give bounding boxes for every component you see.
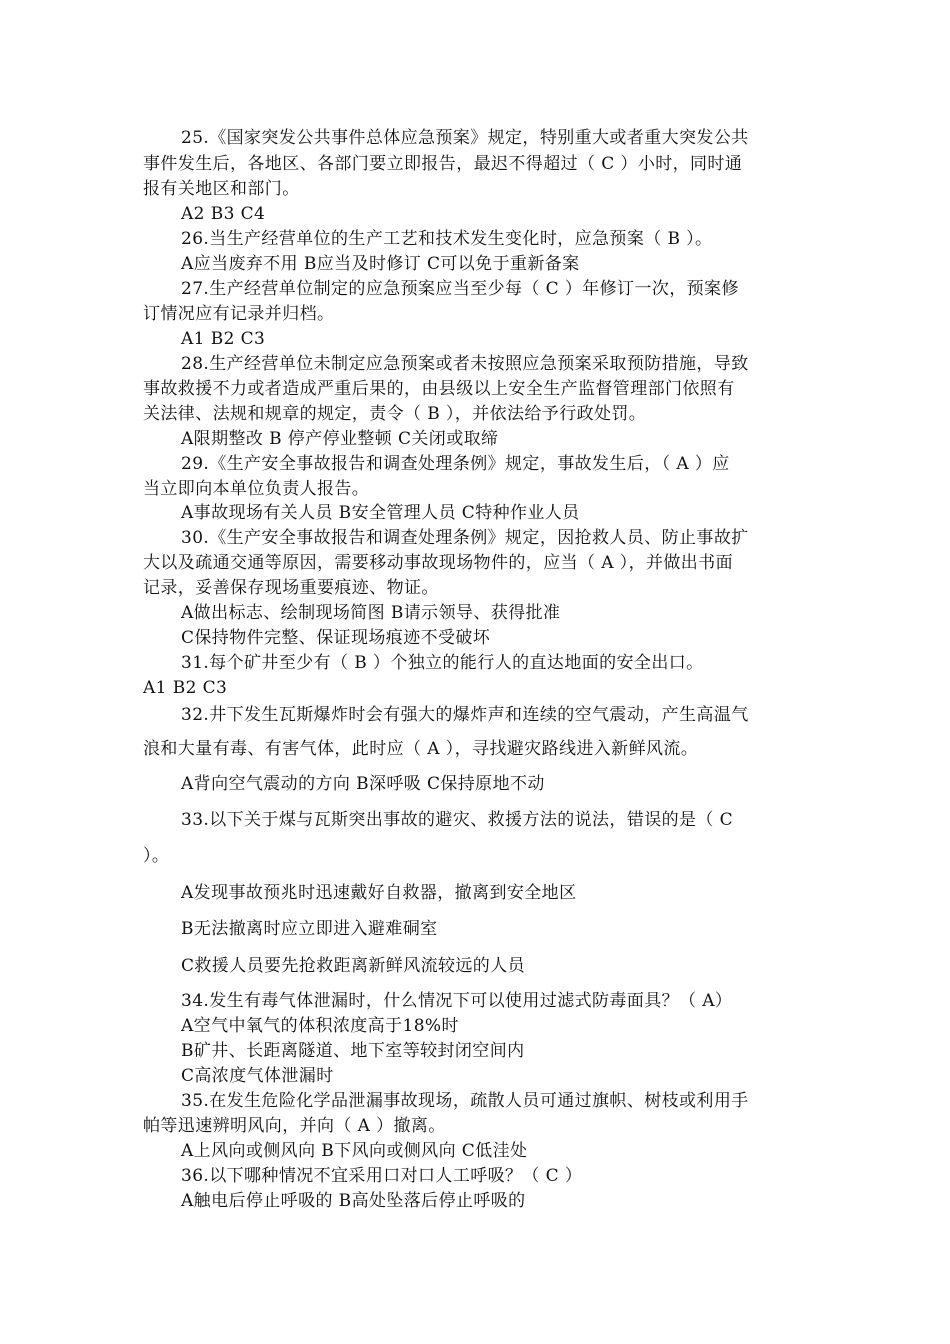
question-25-line-1: 25.《国家突发公共事件总体应急预案》规定，特别重大或者重大突发公共 — [181, 128, 749, 148]
question-29-line-2: 当立即向本单位负责人报告。 — [143, 479, 370, 499]
question-28-line-2: 事故救援不力或者造成严重后果的，由县级以上安全生产监督管理部门依照有 — [143, 379, 735, 399]
question-31-options: A1 B2 C3 — [143, 678, 228, 698]
question-29-line-1: 29.《生产安全事故报告和调查处理条例》规定，事故发生后，（ A ）应 — [181, 454, 730, 474]
question-30-options-1: A做出标志、绘制现场简图 B请示领导、获得批准 — [181, 603, 561, 623]
question-30-line-3: 记录，妥善保存现场重要痕迹、物证。 — [143, 578, 439, 598]
question-28-line-1: 28.生产经营单位未制定应急预案或者未按照应急预案采取预防措施，导致 — [181, 354, 749, 374]
question-27-options: A1 B2 C3 — [181, 329, 266, 349]
question-35-options: A上风向或侧风向 B下风向或侧风向 C低洼处 — [181, 1141, 528, 1161]
question-30-options-2: C保持物件完整、保证现场痕迹不受破坏 — [181, 628, 491, 648]
question-34-option-a: A空气中氧气的体积浓度高于18%时 — [181, 1016, 459, 1036]
question-32-options: A背向空气震动的方向 B深呼吸 C保持原地不动 — [181, 774, 545, 794]
question-26-line-1: 26.当生产经营单位的生产工艺和技术发生变化时，应急预案（ B ）。 — [181, 229, 713, 249]
question-30-line-1: 30.《生产安全事故报告和调查处理条例》规定，因抢救人员、防止事故扩 — [181, 528, 749, 548]
question-34-line-1: 34.发生有毒气体泄漏时，什么情况下可以使用过滤式防毒面具？（ A） — [181, 991, 733, 1011]
question-31-line-1: 31.每个矿井至少有（ B ）个独立的能行人的直达地面的安全出口。 — [181, 653, 704, 673]
question-28-options: A限期整改 B 停产停业整顿 C关闭或取缔 — [181, 429, 499, 449]
question-25-line-3: 报有关地区和部门。 — [143, 179, 300, 199]
question-36-options: A触电后停止呼吸的 B高处坠落后停止呼吸的 — [181, 1191, 526, 1211]
question-33-option-c: C救援人员要先抢救距离新鲜风流较远的人员 — [181, 956, 526, 976]
question-35-line-2: 帕等迅速辨明风向，并向（ A ）撤离。 — [143, 1116, 446, 1136]
question-28-line-3: 关法律、法规和规章的规定，责令（ B ），并依法给予行政处罚。 — [143, 404, 647, 424]
question-25-line-2: 事件发生后，各地区、各部门要立即报告，最迟不得超过（ C ）小时，同时通 — [143, 154, 743, 174]
question-34-option-b: B矿井、长距离隧道、地下室等较封闭空间内 — [181, 1041, 525, 1061]
question-32-line-1: 32.井下发生瓦斯爆炸时会有强大的爆炸声和连续的空气震动，产生高温气 — [181, 705, 749, 725]
question-33-line-2: ）。 — [143, 846, 170, 866]
question-34-option-c: C高浓度气体泄漏时 — [181, 1066, 334, 1086]
question-30-line-2: 大以及疏通交通等原因，需要移动事故现场物件的，应当（ A ），并做出书面 — [143, 553, 733, 573]
question-27-line-2: 订情况应有记录并归档。 — [143, 304, 335, 324]
question-36-line-1: 36.以下哪种情况不宜采用口对口人工呼吸？（ C ） — [181, 1166, 583, 1186]
question-33-option-a: A发现事故预兆时迅速戴好自救器，撤离到安全地区 — [181, 883, 577, 903]
question-27-line-1: 27.生产经营单位制定的应急预案应当至少每（ C ）年修订一次，预案修 — [181, 279, 739, 299]
question-35-line-1: 35.在发生危险化学品泄漏事故现场，疏散人员可通过旗帜、树枝或利用手 — [181, 1091, 749, 1111]
question-25-options: A2 B3 C4 — [181, 204, 266, 224]
question-33-line-1: 33.以下关于煤与瓦斯突出事故的避灾、救援方法的说法，错误的是（ C — [181, 810, 734, 830]
question-32-line-2: 浪和大量有毒、有害气体，此时应（ A ），寻找避灾路线进入新鲜风流。 — [143, 739, 699, 759]
question-29-options: A事故现场有关人员 B安全管理人员 C特种作业人员 — [181, 503, 580, 523]
question-26-options: A应当废弃不用 B应当及时修订 C可以免于重新备案 — [181, 254, 580, 274]
question-33-option-b: B无法撤离时应立即进入避难硐室 — [181, 919, 438, 939]
